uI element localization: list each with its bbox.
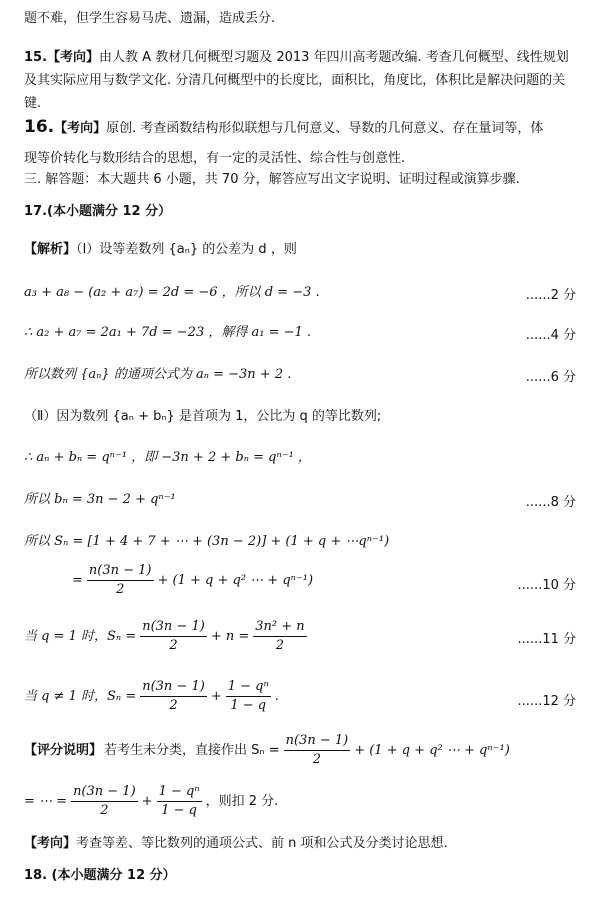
eq8-prefix: 当 q = 1 时，Sₙ = [24, 628, 137, 644]
eq7-equals: = [72, 572, 83, 588]
equation-10 [24, 783, 576, 820]
score-2: ......2 分 [525, 288, 576, 303]
equation-9 [24, 678, 576, 715]
eq9-period: . [274, 688, 279, 704]
part1-intro [24, 241, 576, 259]
kaoxiang-line [24, 835, 576, 853]
eq8-mid: + n = [210, 628, 250, 644]
q16-line-2: 现等价转化与数形结合的思想，有一定的灵活性、综合性与创意性. [24, 151, 406, 166]
fraction-n3n1-over-2: $\frac{n(3n - 1)}{2}$ [142, 619, 205, 653]
q18-title: 18. (本小题满分 12 分） [24, 868, 176, 883]
q16-heading: 【考向】 [54, 121, 107, 136]
eq10-plus: + [141, 793, 153, 809]
fraction-n3n1-over-2: $\frac{n(3n - 1)}{2}$ [88, 563, 152, 597]
fraction-n3n1-over-2: $\frac{n(3n - 1)}{2}$ [73, 784, 136, 818]
score-8: ......8 分 [525, 495, 576, 510]
q16-text-1: 原创. 考查函数结构形似联想与几何意义、导数的几何意义、存在量词等，体 [106, 121, 544, 136]
eq9-plus: + [210, 688, 222, 704]
fraction-1qn-over-1q: $\frac{\text{1 − qⁿ}}{1 - q}$ [158, 784, 200, 818]
score-10: ......10 分 [517, 578, 576, 593]
section-3-heading: 三. 解答题：本大题共 6 小题，共 70 分，解答应写出文字说明、证明过程或演算步骤. [24, 172, 520, 187]
q15-text: 由人教 A 教材几何概型习题及 2013 年四川高考题改编. 考查几何概型、线性规划及其实际应用与数学文化. 分清几何概型中的长度比，面积比，角度比，体积比是解决问题的关键. [24, 50, 569, 111]
equation-4: ∴ aₙ + bₙ = qⁿ⁻¹ ，即 −3n + 2 + bₙ = qⁿ⁻¹ ， [24, 450, 311, 465]
scoring-note [24, 732, 576, 769]
fraction-n3n1-over-2: $\frac{n(3n - 1)}{2}$ [142, 679, 205, 713]
part2-intro: （Ⅱ）因为数列 {aₙ + bₙ} 是首项为 1，公比为 q 的等比数列; [24, 409, 382, 424]
eq10-prefix: = ⋯ = [24, 793, 68, 809]
equation-3: 所以数列 {aₙ} 的通项公式为 aₙ = −3n + 2 . [24, 367, 292, 382]
q17-title: 17.(本小题满分 12 分） [24, 204, 172, 219]
equation-7 [72, 562, 576, 599]
equation-5: 所以 bₙ = 3n − 2 + qⁿ⁻¹ [24, 492, 176, 507]
score-6: ......6 分 [525, 370, 576, 385]
scoring-note-rest: + (1 + q + q² ⋯ + qⁿ⁻¹) [354, 742, 510, 758]
score-11: ......11 分 [517, 632, 576, 647]
score-12: ......12 分 [517, 694, 576, 709]
equation-2: ∴ a₂ + a₇ = 2a₁ + 7d = −23 ，解得 a₁ = −1 . [24, 325, 312, 340]
fraction-3n2n-over-2: $\frac{\text{3n² + n}}{2}$ [255, 619, 305, 653]
equation-8 [24, 618, 576, 655]
eq7-rest: + (1 + q + q² ⋯ + qⁿ⁻¹) [157, 572, 314, 588]
eq10-suffix: ，则扣 2 分. [205, 793, 279, 809]
text-line-1: 题不难，但学生容易马虎、遗漏，造成丢分. [24, 11, 276, 26]
scoring-note-text: 若考生未分类，直接作出 Sₙ = [104, 742, 280, 758]
q16-line-1 [24, 118, 576, 138]
fraction-n3n1-over-2: $\frac{n(3n - 1)}{2}$ [285, 733, 349, 767]
scoring-note-label: 【评分说明】 [24, 742, 103, 758]
part1-text: （Ⅰ）设等差数列 {aₙ} 的公差为 d ，则 [76, 242, 297, 257]
equation-6: 所以 Sₙ = [1 + 4 + 7 + ⋯ + (3n − 2)] + (1 + q + ⋯qⁿ⁻¹) [24, 534, 390, 549]
q16-number: 16. [24, 117, 55, 137]
eq9-prefix: 当 q ≠ 1 时，Sₙ = [24, 688, 137, 704]
fraction-1qn-over-1q: $\frac{\text{1 − qⁿ}}{1 - q}$ [227, 679, 269, 713]
score-4: ......4 分 [525, 328, 576, 343]
jiexi-label: 【解析】 [24, 242, 77, 257]
q15-paragraph [24, 46, 576, 115]
kaoxiang-label: 【考向】 [24, 836, 77, 851]
q15-heading: 15.【考向】 [24, 50, 100, 65]
kaoxiang-text: 考查等差、等比数列的通项公式、前 n 项和公式及分类讨论思想. [76, 836, 448, 851]
equation-1: a₃ + a₈ − (a₂ + a₇) = 2d = −6 ，所以 d = −3 . [24, 285, 320, 300]
